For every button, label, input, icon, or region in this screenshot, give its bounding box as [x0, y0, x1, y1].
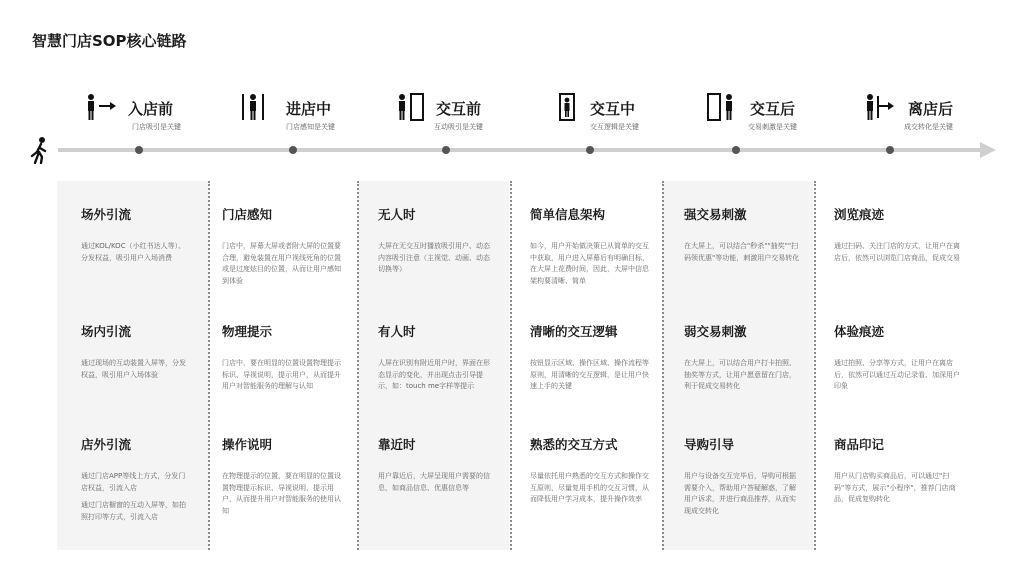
stage-entering	[240, 92, 390, 152]
stage-subtitle: 交互逻辑是关键	[590, 123, 639, 131]
block-description: 用户靠近后，大屏呈现用户需要的信息，如商品信息、优惠信息等	[378, 472, 490, 492]
block-title: 商品印记	[834, 437, 885, 452]
block-title: 简单信息架构	[530, 207, 606, 222]
block-description: 门店中，屏幕大屏或者附大屏的位置要合理，避免装置在用户视线死角的位置或是过度炫目的位置，从而让用户感知到体验	[222, 242, 341, 285]
column-during-interaction	[510, 181, 661, 550]
block-description: 通过拍照、分享等方式，让用户在离店后，依然可以通过互动记录看、加深用户印象	[834, 359, 960, 390]
block-title: 有人时	[378, 324, 416, 339]
stage-during-interaction	[558, 92, 708, 152]
block-title: 物理提示	[222, 324, 273, 339]
block-description: 按钮显示区域、操作区域、操作流程等原则，用清晰的交互逻辑，是让用户快速上手的关键	[530, 359, 649, 390]
block-title: 场外引流	[81, 207, 132, 222]
content-block	[222, 205, 344, 293]
block-title: 熟悉的交互方式	[530, 437, 618, 452]
block-description: 用户与设备交互完毕后，导购可根据需要介入，帮助用户答疑解惑，了解用户诉求，并进行商品推荐，从而实现成交转化	[684, 472, 796, 515]
block-title: 操作说明	[222, 437, 273, 452]
content-block	[378, 322, 494, 399]
content-block	[834, 322, 960, 399]
person-before-screen-icon	[396, 92, 432, 122]
person-walking-out-icon	[864, 92, 900, 122]
block-description: 门店中，要在明显的位置设置物理提示标识、导视说明，提示用户，从而提升用户对智能服务的理解与认知	[222, 359, 341, 390]
content-block	[834, 205, 960, 270]
block-title: 清晰的交互逻辑	[530, 324, 618, 339]
page-title: 智慧门店SOP核心链路	[32, 32, 187, 50]
person-in-store-icon	[240, 92, 276, 122]
person-in-screen-icon	[558, 92, 594, 122]
block-description: 通过门店APP等线上方式，分发门店权益，引流入店	[81, 472, 186, 492]
content-block	[834, 435, 960, 512]
content-block	[530, 322, 650, 399]
content-block	[684, 205, 800, 270]
stage-before-interaction	[396, 92, 546, 152]
block-title: 靠近时	[378, 437, 416, 452]
block-title: 无人时	[378, 207, 416, 222]
block-title: 浏览痕迹	[834, 207, 885, 222]
stage-subtitle: 交易刺激是关键	[748, 123, 797, 131]
block-description: 大屏在无交互时播放吸引用户、动态内容吸引注意（主视觉、动画、动态切换等）	[378, 242, 490, 273]
block-description: 如今，用户开始做决策已从简单的交互中获取，用户进入屏幕后有明确目标，在大屏上花费时间，因此，大屏中信息架构要清晰、简单	[530, 242, 649, 285]
block-title: 强交易刺激	[684, 207, 747, 222]
column-before-interaction	[358, 181, 509, 550]
block-title: 导购引导	[684, 437, 735, 452]
content-block	[530, 205, 650, 293]
stage-before-entry	[84, 92, 234, 152]
stage-subtitle: 成交转化是关键	[904, 123, 953, 131]
block-description: 通过KOL/KOC（小红书达人等）、分发权益，吸引用户入场消费	[81, 242, 186, 262]
stage-subtitle: 门店吸引是关键	[132, 123, 181, 131]
stage-subtitle: 门店感知是关键	[286, 123, 335, 131]
block-description: 人屏在识别有附近用户时，界面在形态显示的变化，并出现点击引导提示，如：touch me字样等提示	[378, 359, 490, 390]
block-description: 在大屏上，可以结合"秒杀""抽奖""扫码领优惠"等功能，刺激用户交易转化	[684, 242, 800, 262]
content-block	[378, 435, 494, 500]
block-title: 场内引流	[81, 324, 132, 339]
column-entering	[208, 181, 359, 550]
block-description: 尽量依托用户熟悉的交互方式和操作交互原则，尽量复用手机的交互习惯，从而降低用户学习成本，提升操作效率	[530, 472, 649, 503]
content-block	[684, 322, 800, 399]
stage-name: 交互前	[436, 100, 482, 118]
person-walking-in-icon	[84, 92, 120, 122]
stage-after-leaving	[864, 92, 1014, 152]
content-block	[81, 435, 189, 529]
block-description: 用户从门店购买商品后，可以通过"扫码"等方式，展示"小程序"，推荐门店商品，促成复购转化	[834, 472, 956, 503]
stage-name: 入店前	[128, 100, 174, 118]
column-before-entry	[57, 181, 208, 550]
person-after-screen-icon	[706, 92, 742, 122]
stage-name: 离店后	[908, 100, 954, 118]
stage-after-interaction	[706, 92, 856, 152]
block-title: 体验痕迹	[834, 324, 885, 339]
block-description: 通过现场的互动装置入屏等，分发权益，吸引用户入场体验	[81, 359, 186, 379]
block-description: 在大屏上，可以结合用户打卡拍照、抽奖等方式，让用户愿意留在门店，利于促成交易转化	[684, 359, 796, 390]
stage-name: 进店中	[286, 100, 332, 118]
block-title: 门店感知	[222, 207, 273, 222]
column-after-leaving	[814, 181, 974, 550]
content-block	[81, 322, 189, 387]
content-block	[222, 435, 344, 523]
stage-name: 交互中	[590, 100, 636, 118]
block-title: 弱交易刺激	[684, 324, 747, 339]
column-after-interaction	[662, 181, 813, 550]
stage-name: 交互后	[750, 100, 796, 118]
block-description: 通过门店橱窗的互动入屏等，如拍照打印等方式，引流入店	[81, 501, 186, 521]
content-block	[530, 435, 650, 512]
content-block	[378, 205, 494, 282]
block-description: 通过扫码、关注门店的方式，让用户在离店后，依然可以浏览门店商品，促成交易	[834, 242, 960, 262]
block-title: 店外引流	[81, 437, 132, 452]
block-description: 在物理提示的位置，要在明显的位置设置物理提示标识、导视说明，提示用户，从而提升用户对智能服务的使用认知	[222, 472, 341, 515]
stage-subtitle: 互动吸引是关键	[434, 123, 483, 131]
content-block	[222, 322, 344, 399]
content-block	[81, 205, 189, 270]
content-block	[684, 435, 800, 523]
